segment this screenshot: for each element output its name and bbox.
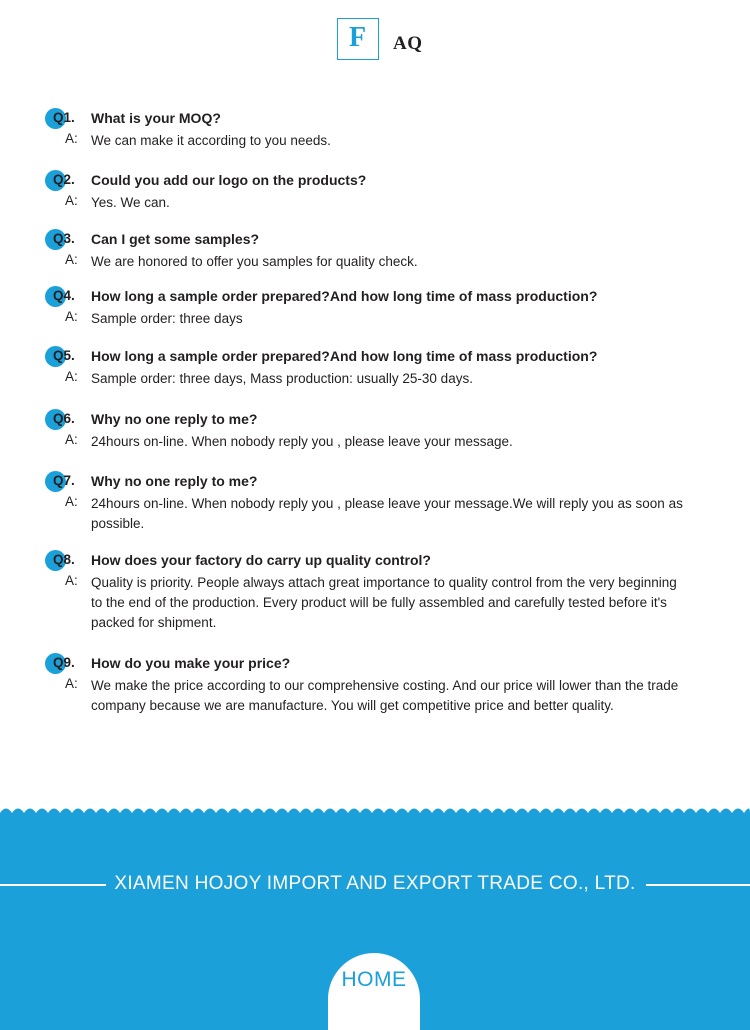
question-text: Could you add our logo on the products? (91, 172, 367, 188)
answer-prefix: A: (65, 131, 78, 146)
question-text: How long a sample order prepared?And how long time of mass production? (91, 288, 598, 304)
answer-prefix: A: (65, 432, 78, 447)
answer-prefix: A: (65, 309, 78, 324)
home-button[interactable] (328, 953, 420, 1030)
answer-text: We are honored to offer you samples for quality check. (91, 254, 418, 269)
question-text: What is your MOQ? (91, 110, 221, 126)
answer-text: Sample order: three days, Mass production: usually 25-30 days. (91, 371, 473, 386)
question-text: How does your factory do carry up quality control? (91, 552, 431, 568)
company-name: XIAMEN HOJOY IMPORT AND EXPORT TRADE CO., LTD. (114, 873, 636, 894)
answer-text: 24hours on-line. When nobody reply you , please leave your message.We will reply you as soon as possible. (91, 496, 683, 531)
question-number: Q9. (53, 655, 75, 670)
answer-prefix: A: (65, 369, 78, 384)
question-number: Q2. (53, 172, 75, 187)
home-button-label: HOME (341, 968, 407, 991)
question-number: Q6. (53, 411, 75, 426)
faq-heading-initial: F (349, 22, 367, 53)
answer-prefix: A: (65, 573, 78, 588)
question-text: How do you make your price? (91, 655, 291, 671)
question-text: Why no one reply to me? (91, 473, 258, 489)
question-number: Q7. (53, 473, 75, 488)
answer-text: 24hours on-line. When nobody reply you , please leave your message. (91, 434, 513, 449)
question-text: Can I get some samples? (91, 231, 260, 247)
answer-prefix: A: (65, 676, 78, 691)
question-text: How long a sample order prepared?And how long time of mass production? (91, 348, 598, 364)
answer-text: We make the price according to our comprehensive costing. And our price will lower than the trade company because we are manufacture. You will get competitive price and better quality. (91, 678, 679, 713)
faq-heading-rest: AQ (393, 33, 423, 54)
answer-prefix: A: (65, 494, 78, 509)
answer-prefix: A: (65, 193, 78, 208)
question-number: Q8. (53, 552, 75, 567)
question-text: Why no one reply to me? (91, 411, 258, 427)
question-number: Q5. (53, 348, 75, 363)
faq-heading (337, 18, 457, 62)
answer-prefix: A: (65, 252, 78, 267)
answer-text: Yes. We can. (91, 195, 170, 210)
answer-text: Sample order: three days (91, 311, 243, 326)
answer-text: Quality is priority. People always attach great importance to quality control from the very beginning to the end of the production. Every product will be fully assembled and carefully tested before it's packed for shipment. (91, 575, 677, 630)
question-number: Q1. (53, 110, 75, 125)
question-number: Q3. (53, 231, 75, 246)
answer-text: We can make it according to you needs. (91, 133, 331, 148)
question-number: Q4. (53, 288, 75, 303)
